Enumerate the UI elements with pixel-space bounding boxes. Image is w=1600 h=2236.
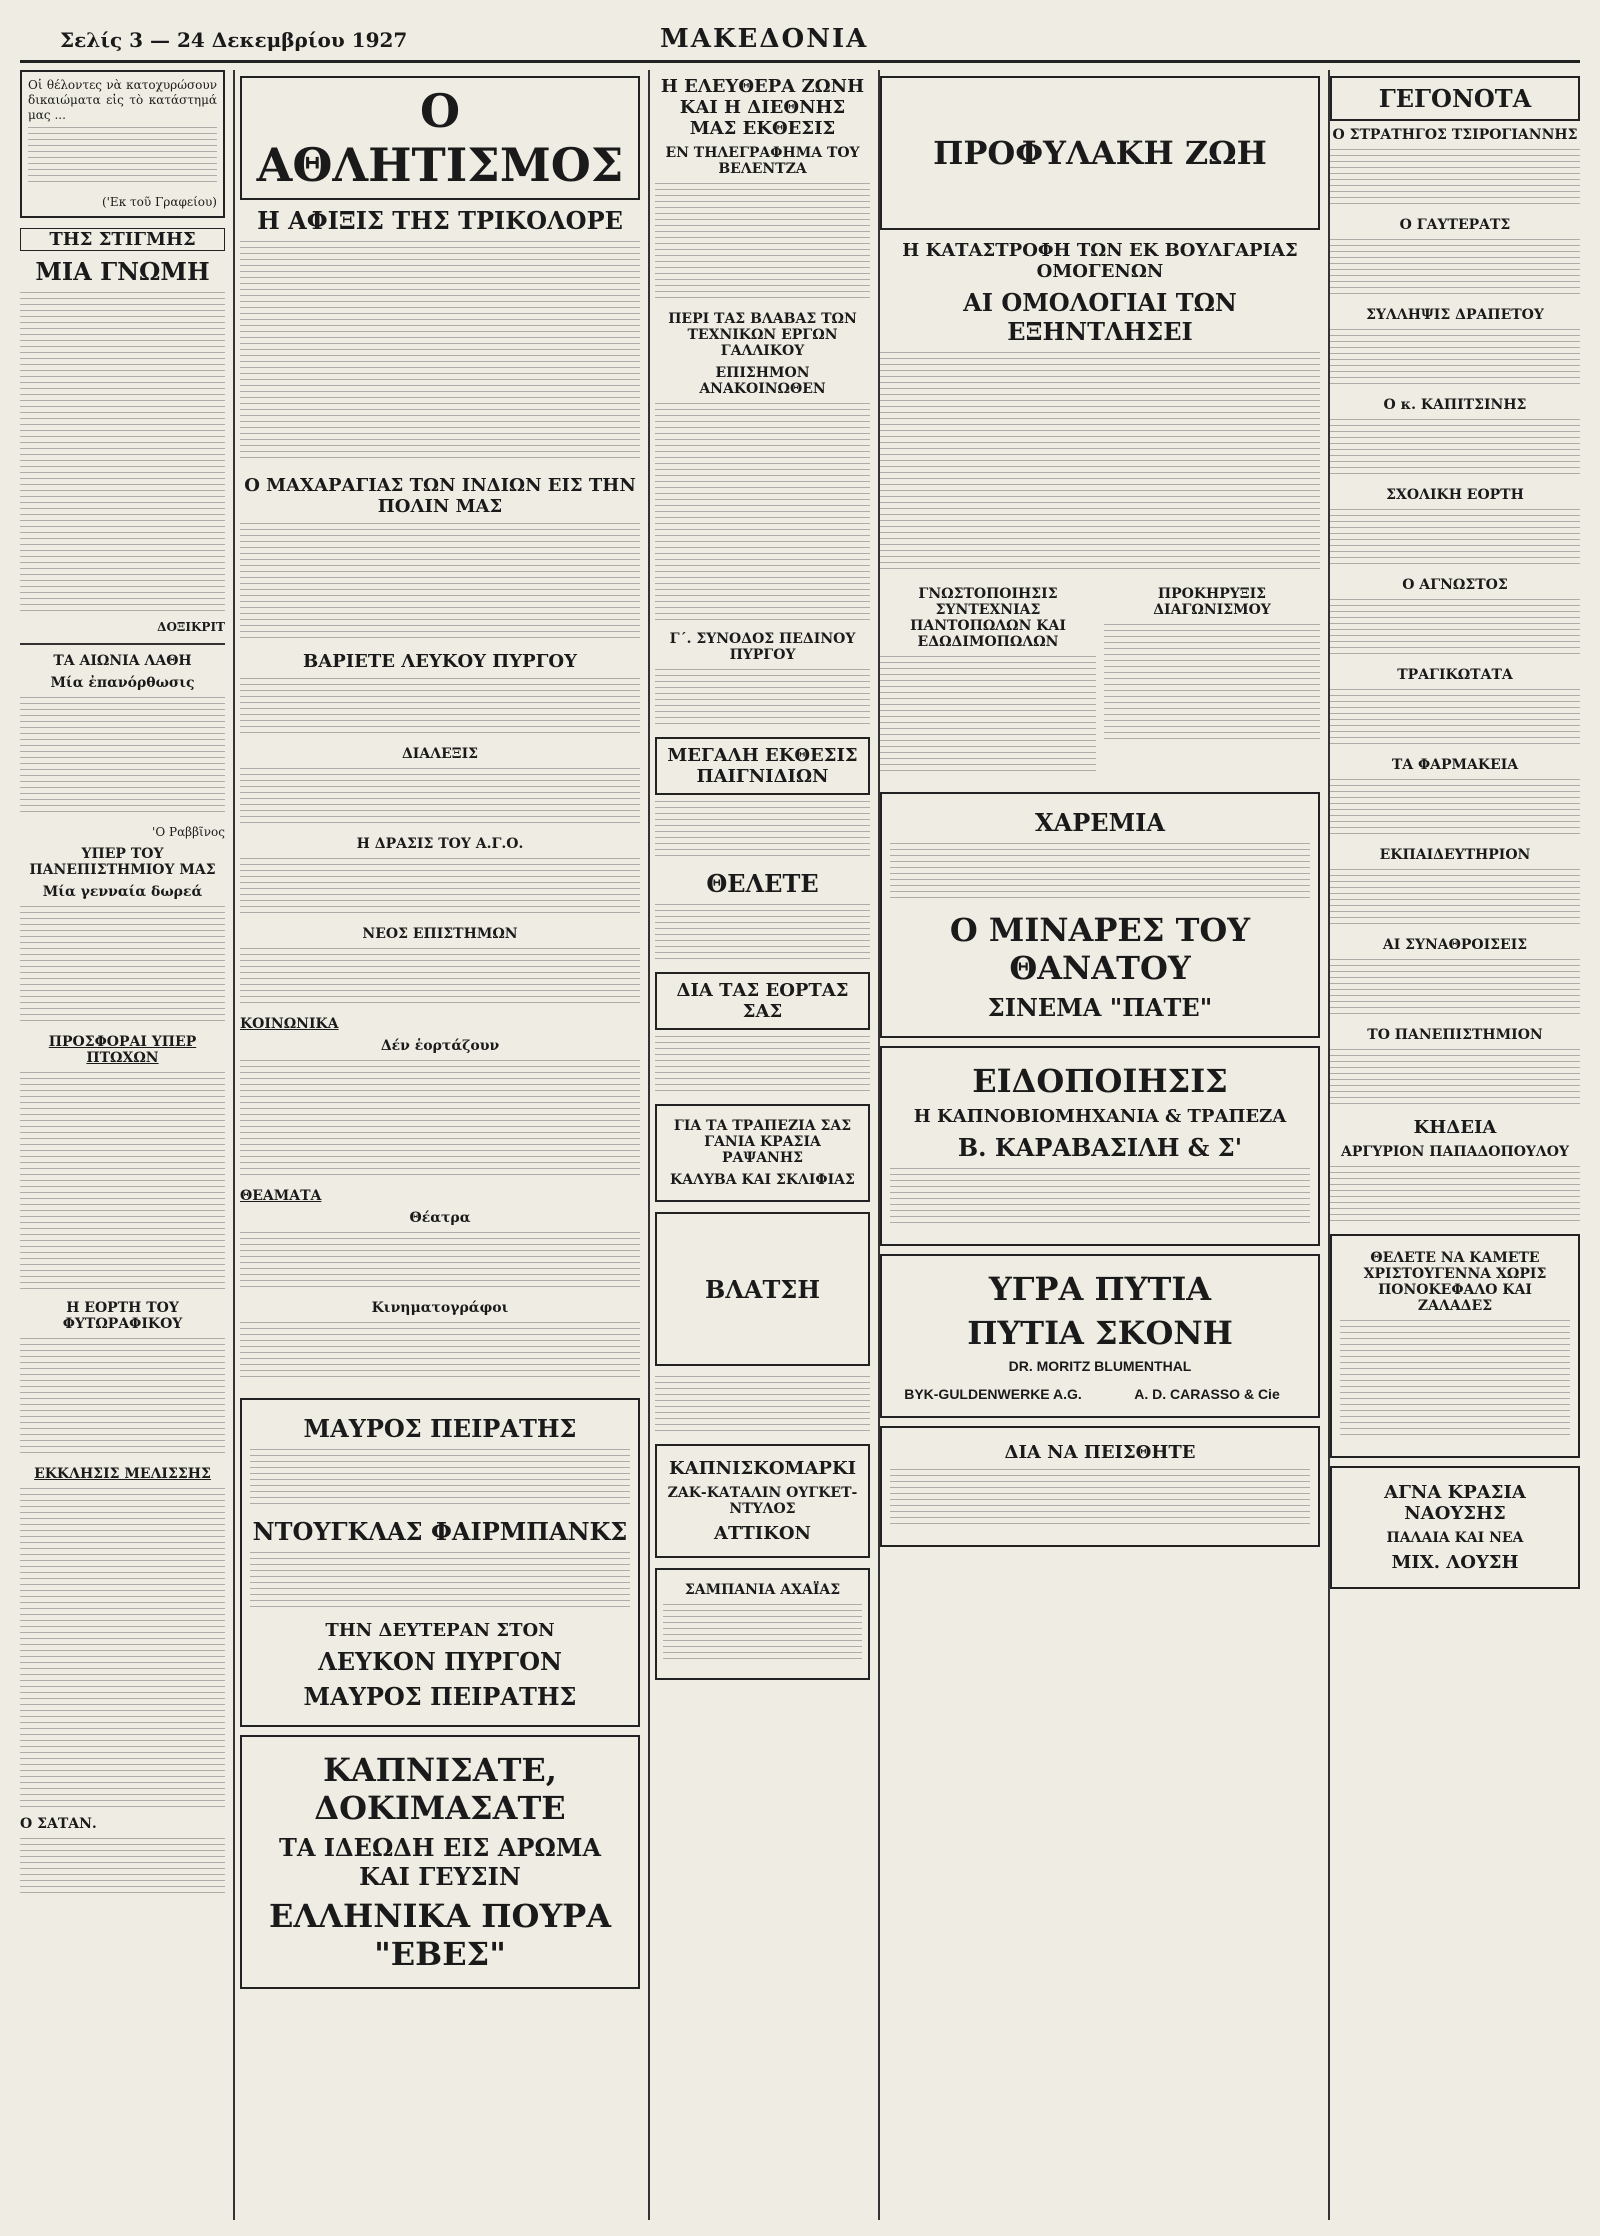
text-block: [1330, 779, 1580, 839]
wine-advert: [880, 1426, 1320, 1547]
ad-title: ΠΥΤΙΑ ΣΚΟΝΗ: [967, 1314, 1233, 1352]
article-subheading: Θέατρα: [409, 1210, 471, 1226]
notice-text: Οἱ θέλοντες νὰ κατοχυρώσουν δικαιώματα εἰς τὸ κατάστημά μας ...: [28, 78, 221, 122]
text-block: [20, 1488, 225, 1808]
text-block: [20, 292, 225, 612]
text-block: [1330, 329, 1580, 389]
section-heading: Ο ΣΑΤΑΝ.: [20, 1816, 97, 1832]
article-heading: Ο ΜΑΧΑΡΑΓΙΑΣ ΤΩΝ ΙΝΔΙΩΝ ΕΙΣ ΤΗΝ ΠΟΛΙΝ ΜΑΣ: [244, 475, 636, 517]
text-block: [240, 858, 640, 918]
text-block: [20, 1072, 225, 1292]
text-block: [890, 843, 1310, 903]
article-subheading: ΕΠΙΣΗΜΟΝ ΑΝΑΚΟΙΝΩΘΕΝ: [699, 365, 826, 397]
news-heading: ΣΥΛΛΗΨΙΣ ΔΡΑΠΕΤΟΥ: [1366, 307, 1544, 323]
text-block: [240, 1322, 640, 1382]
text-block: [240, 948, 640, 1008]
article-subheading: Κινηματογράφοι: [371, 1300, 509, 1316]
cinema-advert: [655, 1444, 870, 1558]
signature: ΔΟΞΙΚΡΙΤ: [157, 620, 225, 634]
article-heading: Η ΑΦΙΞΙΣ ΤΗΣ ΤΡΙΚΟΛΟΡΕ: [257, 206, 623, 235]
article-heading: ΓΝΩΣΤΟΠΟΙΗΣΙΣ ΣΥΝΤΕΧΝΙΑΣ ΠΑΝΤΟΠΩΛΩΝ ΚΑΙ ΕΔΩΔΙΜΟΠΩΛΩΝ: [910, 586, 1066, 650]
column-3: [655, 70, 880, 2220]
text-block: [880, 656, 1096, 776]
news-heading: ΤΡΑΓΙΚΩΤΑΤΑ: [1397, 667, 1513, 683]
article-heading: Γ΄. ΣΥΝΟΔΟΣ ΠΕΔΙΝΟΥ ΠΥΡΓΟΥ: [669, 631, 856, 663]
text-block: [1330, 239, 1580, 299]
section-subheading: Μία ἐπανόρθωσις: [50, 675, 195, 691]
text-block: [240, 1232, 640, 1292]
column-1: [20, 70, 235, 2220]
ad-title: ΑΓΝΑ ΚΡΑΣΙΑ ΝΑΟΥΣΗΣ: [1384, 1482, 1526, 1524]
ad-line: ΚΑΛΥΒΑ ΚΑΙ ΣΚΛΙΦΙΑΣ: [670, 1172, 855, 1188]
article-heading: ΠΕΡΙ ΤΑΣ ΒΛΑΒΑΣ ΤΩΝ ΤΕΧΝΙΚΩΝ ΕΡΓΩΝ ΓΑΛΛΙΚΟΥ: [668, 311, 857, 359]
text-block: [1330, 149, 1580, 209]
ad-title: ΥΓΡΑ ΠΥΤΙΑ: [988, 1270, 1212, 1308]
text-block: [1330, 959, 1580, 1019]
divider: [20, 643, 225, 645]
text-block: [240, 1060, 640, 1180]
ad-line: ΑΤΤΙΚΟΝ: [714, 1523, 811, 1544]
issue-date: Σελίς 3 — 24 Δεκεμβρίου 1927: [60, 28, 408, 52]
ad-line: A. D. CARASSO & Cie: [1134, 1386, 1280, 1402]
two-column-block: [240, 469, 640, 1390]
section-heading: Η ΕΟΡΤΗ ΤΟΥ ΦΥΤΩΡΑΦΙΚΟΥ: [62, 1300, 183, 1332]
section-heading: ΥΠΕΡ ΤΟΥ ΠΑΝΕΠΙΣΤΗΜΙΟΥ ΜΑΣ: [29, 846, 216, 878]
news-heading: Ο ΑΓΝΩΣΤΟΣ: [1402, 577, 1508, 593]
article-heading: ΔΙΑΛΕΞΙΣ: [401, 746, 479, 762]
cinema-advert: [880, 792, 1320, 1038]
article-heading: Η ΚΑΤΑΣΤΡΟΦΗ ΤΩΝ ΕΚ ΒΟΥΛΓΑΡΙΑΣ ΟΜΟΓΕΝΩΝ: [902, 240, 1298, 282]
text-block: [655, 183, 870, 303]
article-heading: ΠΡΟΚΗΡΥΞΙΣ ΔΙΑΓΩΝΙΣΜΟΥ: [1153, 586, 1271, 618]
cinema-advert: [240, 1398, 640, 1727]
ad-line: ΓΙΑ ΤΑ ΤΡΑΠΕΖΙΑ ΣΑΣ ΓΑΝΙΑ ΚΡΑΣΙΑ ΡΑΨΑΝΗΣ: [673, 1118, 852, 1166]
ad-title: Ο ΜΙΝΑΡΕΣ ΤΟΥ ΘΑΝΑΤΟΥ: [949, 911, 1251, 987]
ad-line: ΕΛΛΗΝΙΚΑ ΠΟΥΡΑ "ΕΒΕΣ": [268, 1897, 612, 1973]
ad-venue: ΛΕΥΚΟΝ ΠΥΡΓΟΝ: [318, 1647, 562, 1676]
wine-advert: [655, 1104, 870, 1202]
article-heading: ΑΙ ΟΜΟΛΟΓΙΑΙ ΤΩΝ ΕΞΗΝΤΛΗΣΕΙ: [963, 288, 1237, 346]
section-heading: ΕΚΚΛΗΣΙΣ ΜΕΛΙΣΣΗΣ: [34, 1466, 211, 1482]
news-heading: Ο ΓΑΥΤΕΡΑΤΣ: [1399, 217, 1511, 233]
yeast-advert: [880, 1254, 1320, 1418]
feature-label: ΤΗΣ ΣΤΙΓΜΗΣ: [20, 228, 225, 251]
text-block: [250, 1552, 630, 1612]
section-subheading: Μία γενναία δωρεά: [42, 884, 203, 900]
text-block: [890, 1168, 1310, 1228]
author: 'Ο Ραββῖνος: [152, 825, 225, 839]
champagne-advert: [655, 1568, 870, 1680]
text-block: [655, 1036, 870, 1096]
advert-heading: ΘΕΛΕΤΕ: [706, 869, 819, 898]
text-block: [1330, 869, 1580, 929]
article-heading: Η ΕΛΕΥΘΕΡΑ ΖΩΝΗ ΚΑΙ Η ΔΙΕΘΝΗΣ ΜΑΣ ΕΚΘΕΣΙΣ: [660, 76, 865, 139]
ad-title: ΕΙΔΟΠΟΙΗΣΙΣ: [972, 1062, 1228, 1100]
ad-star: ΝΤΟΥΓΚΛΑΣ ΦΑΙΡΜΠΑΝΚΣ: [252, 1517, 628, 1546]
column-4: [880, 70, 1330, 2220]
text-block: [240, 768, 640, 828]
ad-title: ΔΙΑ ΝΑ ΠΕΙΣΘΗΤΕ: [1004, 1442, 1196, 1463]
wine-advert: [1330, 1466, 1580, 1589]
news-heading: ΣΧΟΛΙΚΗ ΕΟΡΤΗ: [1386, 487, 1524, 503]
text-block: [20, 1838, 225, 1898]
text-block: [1340, 1320, 1570, 1440]
text-block: [20, 906, 225, 1026]
ad-line: ΚΑΠΝΙΣΑΤΕ, ΔΟΚΙΜΑΣΑΤΕ: [314, 1751, 566, 1827]
notice-box: [20, 70, 225, 218]
text-block: [1104, 624, 1320, 744]
news-title: ΓΕΓΟΝΟΤΑ: [1330, 76, 1580, 121]
text-block: [1330, 509, 1580, 569]
ad-line: ΖΑΚ-ΚΑΤΑΛΙΝ ΟΥΓΚΕΤ-ΝΤΥΛΟΣ: [667, 1485, 858, 1517]
remedy-advert: [1330, 1234, 1580, 1458]
ad-title: ΜΑΥΡΟΣ ΠΕΙΡΑΤΗΣ: [303, 1414, 577, 1443]
paper-name: ΜΑΚΕΔΟΝΙΑ: [660, 24, 869, 54]
text-block: [655, 1376, 870, 1436]
news-heading: ΕΚΠΑΙΔΕΥΤΗΡΙΟΝ: [1379, 847, 1531, 863]
text-block: [663, 1604, 862, 1664]
ad-title: ΘΕΛΕΤΕ ΝΑ ΚΑΜΕΤΕ ΧΡΙΣΤΟΥΓΕΝΝΑ ΧΩΡΙΣ ΠΟΝΟΚΕΦΑΛΟ ΚΑΙ ΖΑΛΑΔΕΣ: [1363, 1250, 1547, 1314]
text-block: [240, 523, 640, 643]
ad-line: DR. MORITZ BLUMENTHAL: [1008, 1358, 1192, 1374]
ad-line: ΚΑΠΝΙΣΚΟΜΑΡΚΙ: [668, 1458, 857, 1479]
column-2: [240, 70, 650, 2220]
notice-advert: [880, 1046, 1320, 1246]
text-block: [240, 241, 640, 461]
sports-title: Ο ΑΘΛΗΤΙΣΜΟΣ: [240, 76, 640, 200]
text-block: [880, 352, 1320, 572]
article-heading: ΒΑΡΙΕΤΕ ΛΕΥΚΟΥ ΠΥΡΓΟΥ: [303, 651, 577, 672]
article-subheading: ΕΝ ΤΗΛΕΓΡΑΦΗΜΑ ΤΟΥ ΒΕΛΕΝΤΖΑ: [665, 145, 860, 177]
news-heading: ΚΗΔΕΙΑ: [1413, 1117, 1497, 1138]
section-heading: ΠΡΟΣΦΟΡΑΙ ΥΠΕΡ ΠΤΩΧΩΝ: [48, 1034, 197, 1066]
text-block: [1330, 689, 1580, 749]
text-block: [20, 1338, 225, 1458]
cigar-advert: [240, 1735, 640, 1989]
advert-heading: ΜΕΓΑΛΗ ΕΚΘΕΣΙΣ ΠΑΙΓΝΙΔΙΩΝ: [655, 737, 870, 795]
news-heading: ΤΑ ΦΑΡΜΑΚΕΙΑ: [1391, 757, 1519, 773]
column-5: [1330, 70, 1580, 2220]
ad-title: ΧΑΡΕΜΙΑ: [1035, 808, 1165, 837]
ad-line: ΜΙΧ. ΛΟΥΣΗ: [1391, 1552, 1519, 1573]
banner-illustration: ΠΡΟΦΥΛΑΚΗ ΖΩΗ: [880, 76, 1320, 230]
two-column-block: [880, 580, 1320, 784]
news-heading: ΤΟ ΠΑΝΕΠΙΣΤΗΜΙΟΝ: [1367, 1027, 1543, 1043]
article-heading: ΝΕΟΣ ΕΠΙΣΤΗΜΩΝ: [362, 926, 518, 942]
news-subheading: ΑΡΓΥΡΙΟΝ ΠΑΠΑΔΟΠΟΥΛΟΥ: [1341, 1144, 1569, 1160]
ad-line: ΠΑΛΑΙΑ ΚΑΙ ΝΕΑ: [1386, 1530, 1524, 1546]
ad-line: ΤΑ ΙΔΕΩΔΗ ΕΙΣ ΑΡΩΜΑ ΚΑΙ ΓΕΥΣΙΝ: [278, 1833, 602, 1891]
text-block: [655, 904, 870, 964]
text-block: [28, 127, 217, 187]
text-block: [655, 669, 870, 729]
article-heading: ΚΟΙΝΩΝΙΚΑ: [240, 1016, 339, 1032]
text-block: [655, 801, 870, 861]
text-block: [1330, 1166, 1580, 1226]
section-heading: ΤΑ ΑΙΩΝΙΑ ΛΑΘΗ: [53, 653, 192, 669]
ad-venue: ΣΙΝΕΜΑ "ΠΑΤΕ": [987, 993, 1213, 1022]
text-block: [890, 1469, 1310, 1529]
feature-title: ΜΙΑ ΓΝΩΜΗ: [35, 257, 210, 286]
ad-when: ΤΗΝ ΔΕΥΤΕΡΑΝ ΣΤΟΝ: [325, 1620, 555, 1641]
text-block: [240, 678, 640, 738]
ad-line: BYK-GULDENWERKE A.G.: [904, 1386, 1082, 1402]
notice-source: ('Εκ τοῦ Γραφείου): [101, 195, 217, 209]
masthead: [20, 20, 1580, 63]
article-heading: Η ΔΡΑΣΙΣ ΤΟΥ Α.Γ.Ο.: [356, 836, 524, 852]
text-block: [250, 1449, 630, 1509]
text-block: [1330, 599, 1580, 659]
news-heading: Ο ΣΤΡΑΤΗΓΟΣ ΤΣΙΡΟΓΙΑΝΝΗΣ: [1332, 127, 1578, 143]
text-block: [20, 697, 225, 817]
text-block: [655, 403, 870, 623]
ad-line: Η ΚΑΠΝΟΒΙΟΜΗΧΑΝΙΑ & ΤΡΑΠΕΖΑ: [913, 1106, 1287, 1127]
ad-line: ΣΑΜΠΑΝΙΑ ΑΧΑΪΑΣ: [684, 1582, 841, 1598]
news-heading: Ο κ. ΚΑΠΙΤΣΙΝΗΣ: [1383, 397, 1527, 413]
article-subheading: Δέν ἑορτάζουν: [380, 1038, 500, 1054]
advert-heading: ΔΙΑ ΤΑΣ ΕΟΡΤΑΣ ΣΑΣ: [655, 972, 870, 1030]
text-block: [1330, 1049, 1580, 1109]
text-block: [1330, 419, 1580, 479]
ad-line: Β. ΚΑΡΑΒΑΣΙΛΗ & Σ': [957, 1133, 1243, 1162]
ad-title: ΜΑΥΡΟΣ ΠΕΙΡΑΤΗΣ: [303, 1682, 577, 1711]
article-heading: ΘΕΑΜΑΤΑ: [240, 1188, 322, 1204]
vlatsi-advert: ΒΛΑΤΣΗ: [655, 1212, 870, 1366]
news-heading: ΑΙ ΣΥΝΑΘΡΟΙΣΕΙΣ: [1382, 937, 1528, 953]
